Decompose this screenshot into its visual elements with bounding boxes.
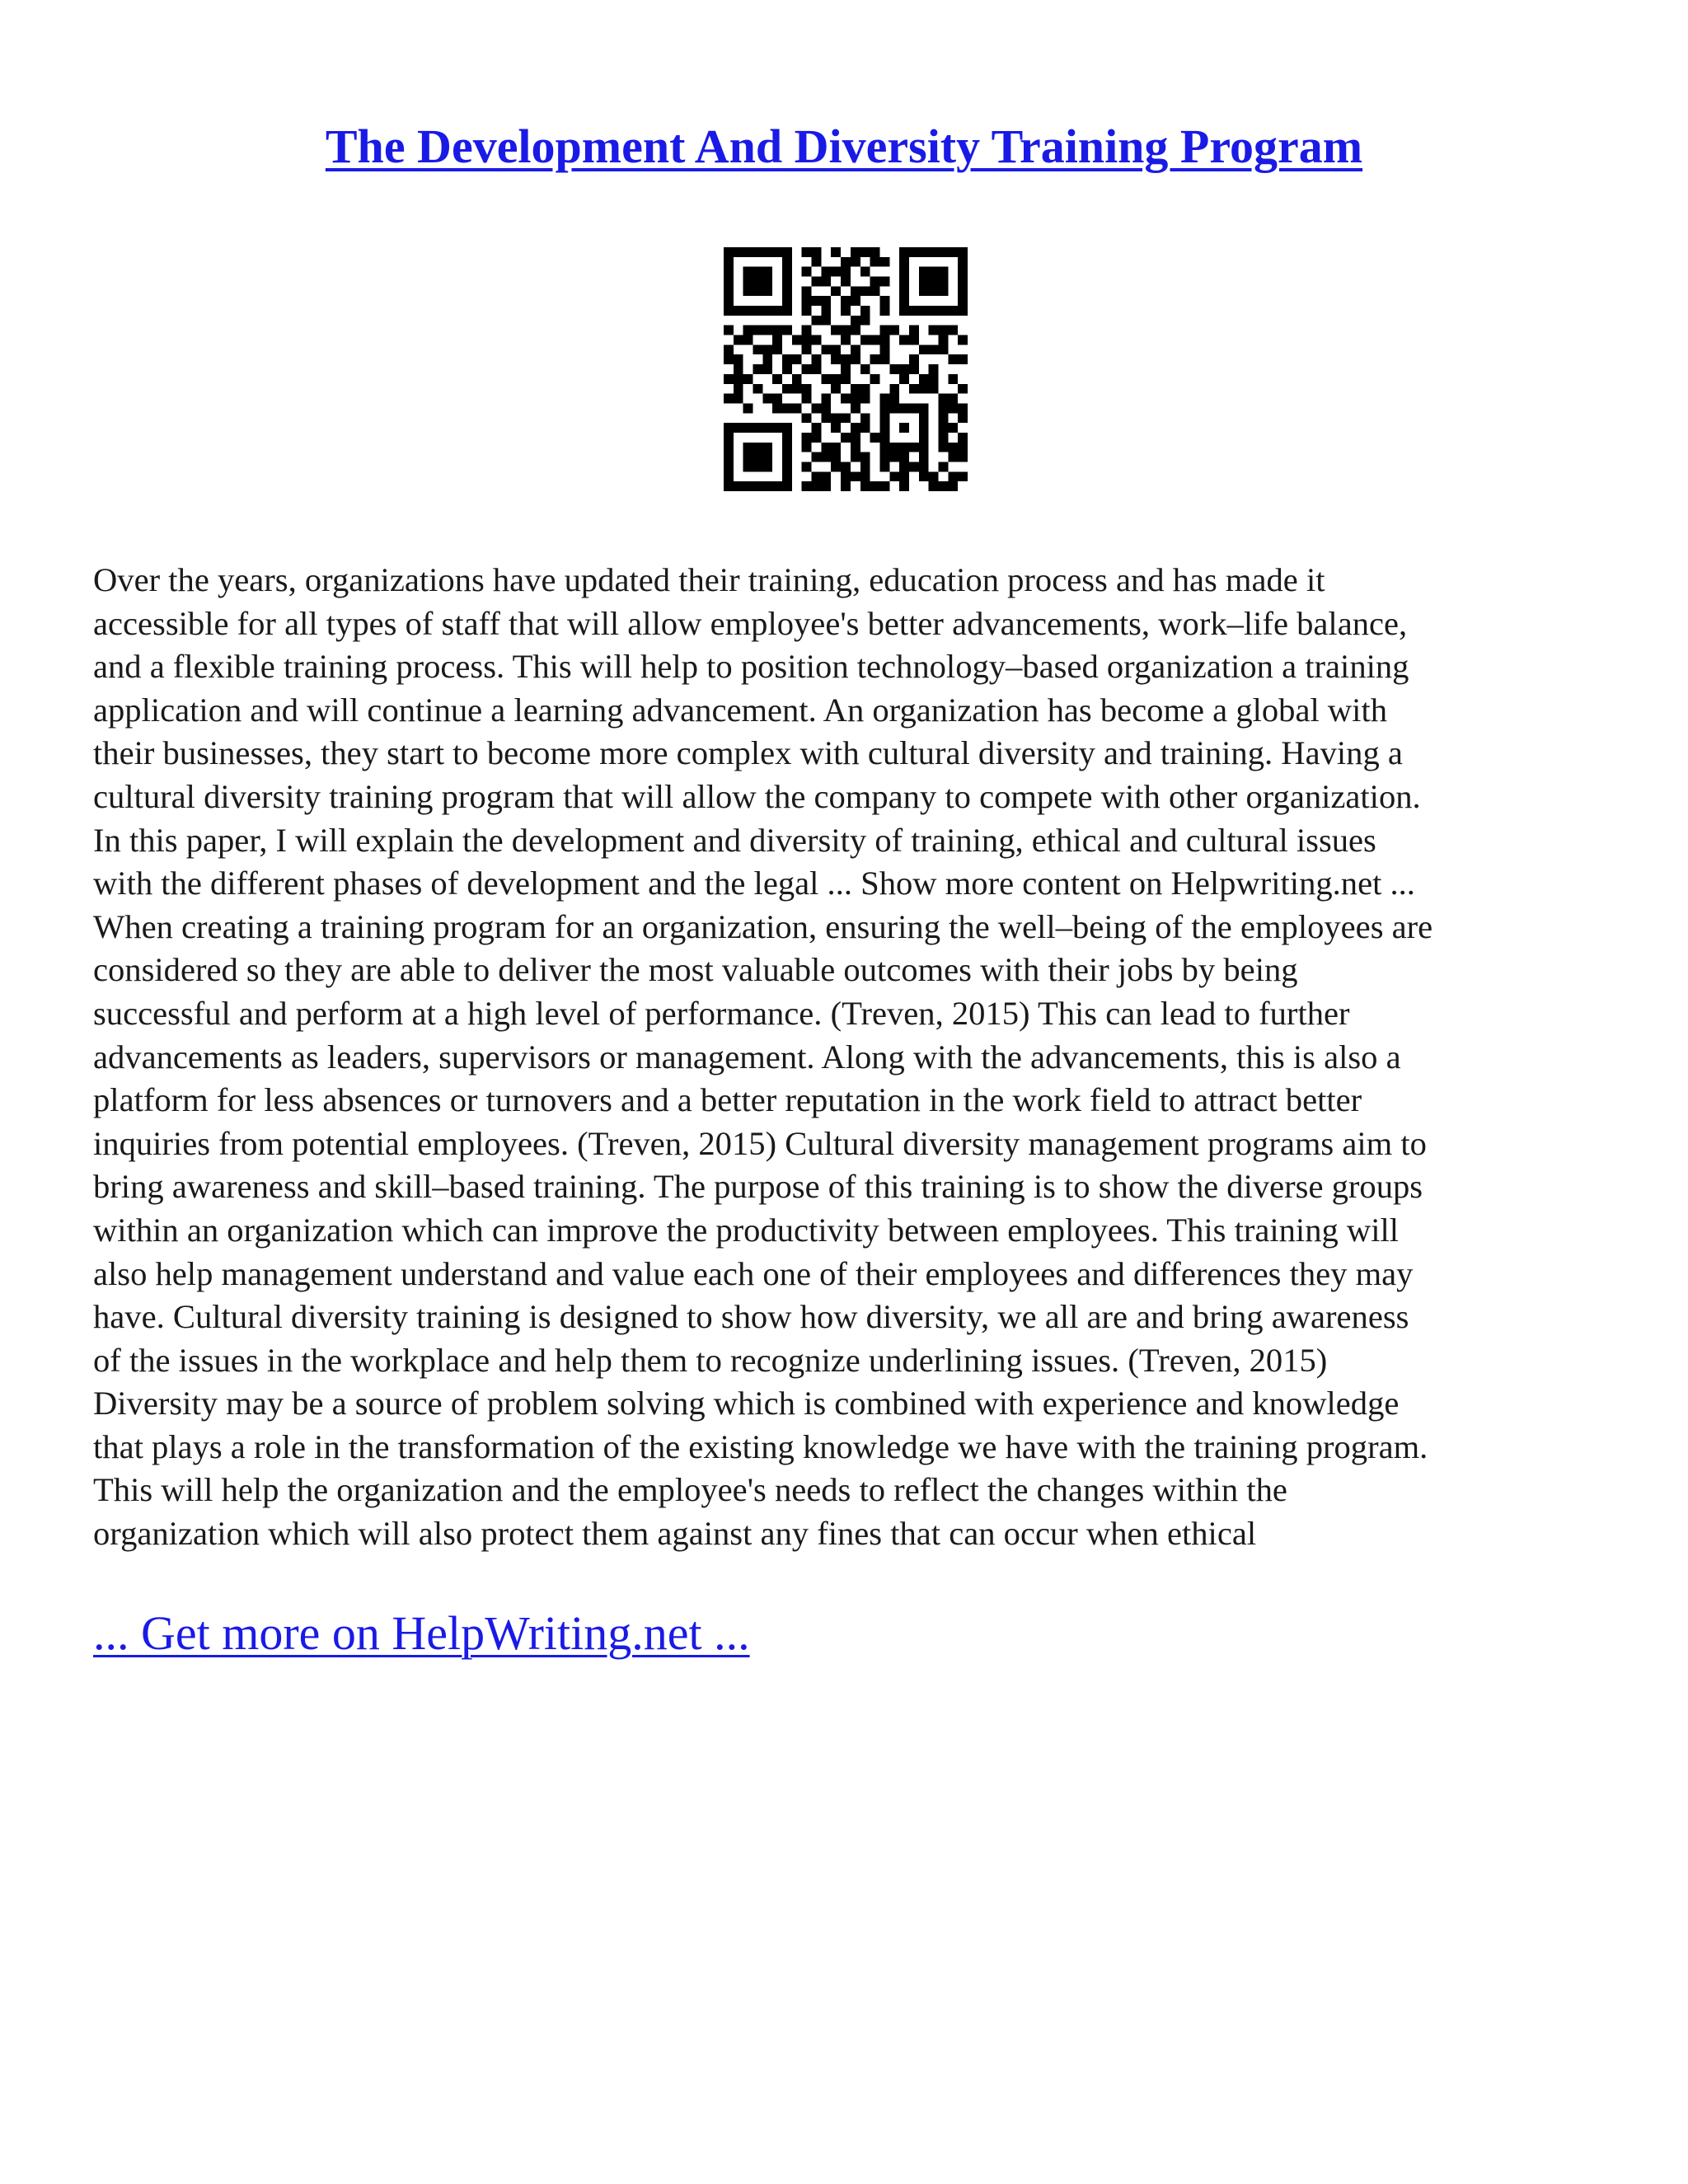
body-line: with the different phases of development and the legal ... Show more content on Helpwriting.net ... — [93, 865, 1415, 902]
body-line: application and will continue a learning advancement. An organization has become a global with — [93, 691, 1388, 729]
body-line: platform for less absences or turnovers and a better reputation in the work field to attract better — [93, 1081, 1362, 1119]
page-title — [0, 114, 1688, 180]
body-line: accessible for all types of staff that will allow employee's better advancements, work–life balance, — [93, 604, 1408, 642]
get-more-link[interactable]: ... Get more on HelpWriting.net ... — [93, 1606, 750, 1660]
body-line: that plays a role in the transformation of the existing knowledge we have with the training program. — [93, 1427, 1428, 1465]
body-line: Diversity may be a source of problem solving which is combined with experience and knowledge — [93, 1385, 1400, 1422]
body-line: considered so they are able to deliver the most valuable outcomes with their jobs by being — [93, 951, 1298, 989]
body-line: advancements as leaders, supervisors or management. Along with the advancements, this is also a — [93, 1038, 1401, 1076]
title-link[interactable]: The Development And Diversity Training Program — [325, 120, 1363, 173]
body-line: Over the years, organizations have updated their training, education process and has made it — [93, 561, 1325, 598]
body-line: When creating a training program for an organization, ensuring the well–being of the employees are — [93, 907, 1433, 945]
body-line: In this paper, I will explain the development and diversity of training, ethical and cultural issues — [93, 821, 1376, 859]
body-line: also help management understand and value each one of their employees and differences they may — [93, 1254, 1414, 1292]
article-body — [93, 559, 1618, 1556]
body-line: successful and perform at a high level of performance. (Treven, 2015) This can lead to further — [93, 994, 1350, 1032]
body-line: inquiries from potential employees. (Treven, 2015) Cultural diversity management programs aim to — [93, 1124, 1427, 1162]
body-line: This will help the organization and the employee's needs to reflect the changes within the — [93, 1471, 1287, 1509]
qr-code-icon — [724, 247, 968, 491]
body-line: their businesses, they start to become more complex with cultural diversity and training. Having a — [93, 734, 1403, 772]
body-line: have. Cultural diversity training is designed to show how diversity, we all are and bring awareness — [93, 1298, 1409, 1336]
body-line: within an organization which can improve the productivity between employees. This training will — [93, 1211, 1400, 1249]
body-line: of the issues in the workplace and help them to recognize underlining issues. (Treven, 2015) — [93, 1341, 1328, 1379]
body-line: and a flexible training process. This will help to position technology–based organization a training — [93, 648, 1409, 686]
body-line: organization which will also protect them against any fines that can occur when ethical — [93, 1515, 1257, 1553]
body-line: cultural diversity training program that will allow the company to compete with other organization. — [93, 777, 1421, 815]
more-link-row — [93, 1601, 750, 1666]
body-line: bring awareness and skill–based training. The purpose of this training is to show the diverse groups — [93, 1168, 1423, 1206]
